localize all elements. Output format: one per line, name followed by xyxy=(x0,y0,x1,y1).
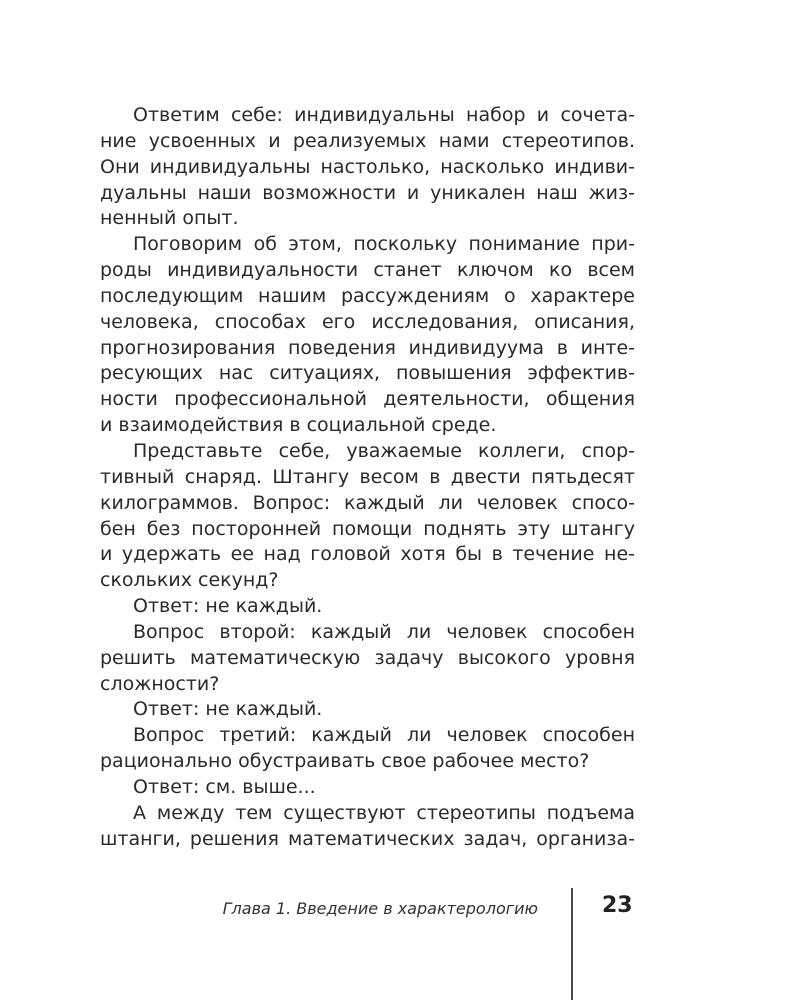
page-number: 23 xyxy=(602,893,633,918)
text-line: килограммов. Вопрос: каждый ли человек спосо- xyxy=(100,491,635,514)
text-line: Ответим себе: индивидуальны набор и сочета- xyxy=(133,104,635,126)
text-line: Ответ: см. выше... xyxy=(133,775,316,798)
text-line: сложности? xyxy=(100,672,220,695)
text-line: и взаимодействия в социальной среде. xyxy=(100,414,497,437)
text-line: скольких секунд? xyxy=(100,569,279,592)
running-chapter-title: Глава 1. Введение в характерологию xyxy=(222,899,538,918)
text-line: штанги, решения математических задач, организа- xyxy=(100,827,635,850)
text-line: и удержать ее над головой хотя бы в течение не- xyxy=(100,543,635,566)
text-line: А между тем существуют стереотипы подъема xyxy=(133,801,635,824)
footer-divider xyxy=(571,888,573,1000)
text-line: человека, способах его исследования, описания, xyxy=(100,310,635,333)
text-line: рационально обустраивать свое рабочее место? xyxy=(100,750,590,773)
text-line: прогнозирования поведения индивидуума в инте- xyxy=(100,336,635,359)
text-line: ресующих нас ситуациях, повышения эффектив- xyxy=(100,362,635,385)
text-line: Представьте себе, уважаемые коллеги, спор- xyxy=(133,439,635,462)
text-line: бен без посторонней помощи поднять эту штангу xyxy=(100,517,635,540)
page-footer xyxy=(0,888,800,1000)
text-line: Вопрос второй: каждый ли человек способен xyxy=(133,620,635,643)
text-line: Ответ: не каждый. xyxy=(133,595,323,618)
text-line: последующим нашим рассуждениям о характере xyxy=(100,284,635,307)
text-line: Они индивидуальны настолько, насколько индиви- xyxy=(100,155,635,178)
text-line: Ответ: не каждый. xyxy=(133,698,323,721)
text-line: ненный опыт. xyxy=(100,207,239,230)
text-line: тивный снаряд. Штангу весом в двести пятьдесят xyxy=(100,465,635,488)
text-line: роды индивидуальности станет ключом ко всем xyxy=(100,259,635,282)
text-line: Поговорим об этом, поскольку понимание при- xyxy=(133,233,635,256)
text-line: решить математическую задачу высокого уровня xyxy=(100,646,635,669)
page-body-text xyxy=(100,103,635,852)
text-line: ние усвоенных и реализуемых нами стереотипов. xyxy=(100,129,635,152)
text-line: ности профессиональной деятельности, общения xyxy=(100,388,635,411)
text-line: дуальны наши возможности и уникален наш жиз- xyxy=(100,181,635,204)
text-line: Вопрос третий: каждый ли человек способен xyxy=(133,724,635,747)
